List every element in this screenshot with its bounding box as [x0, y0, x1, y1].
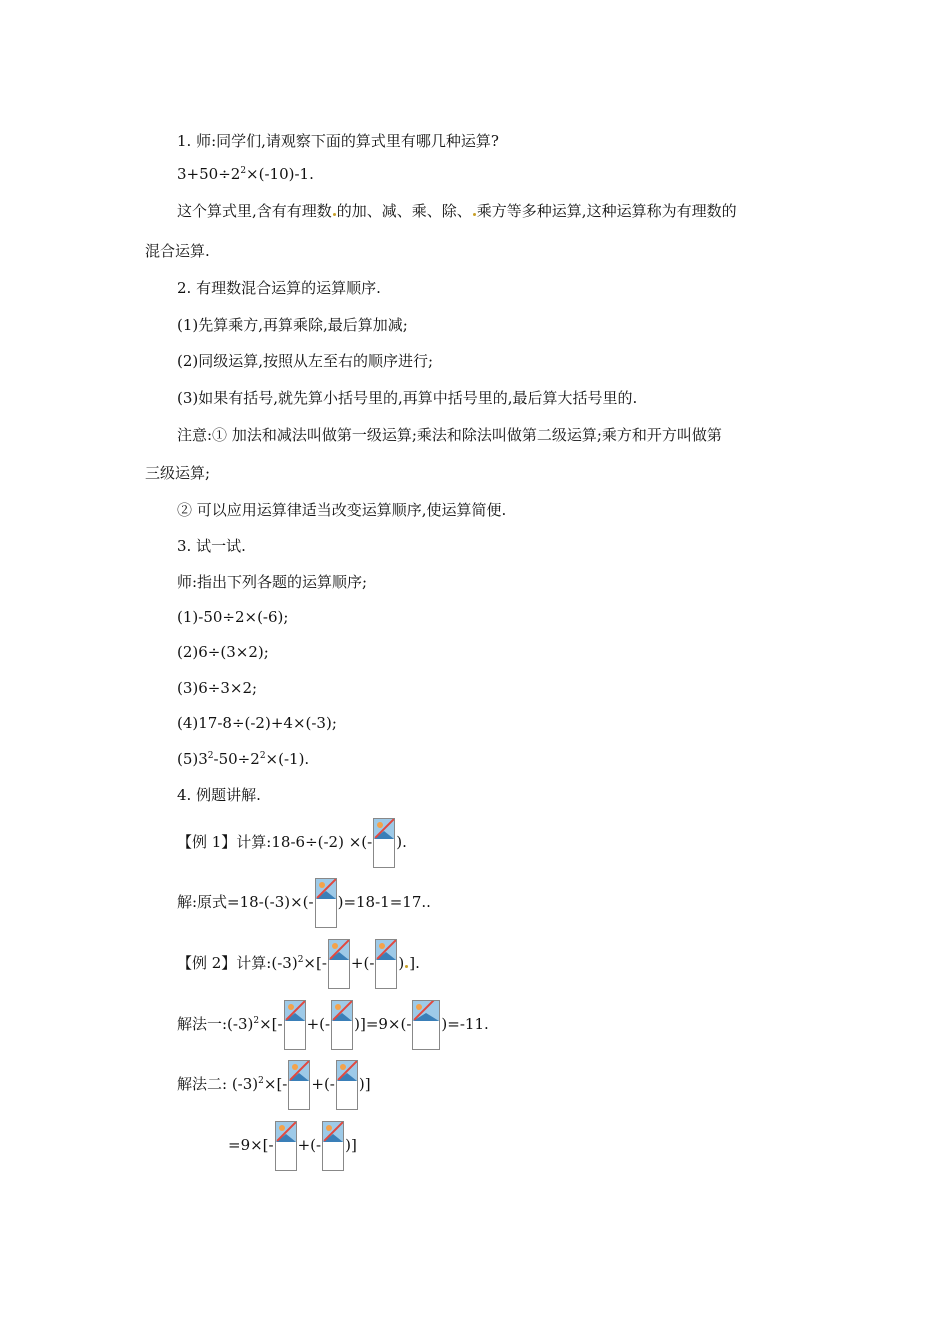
solution-1: 解:原式=18-(-3)×(- )=18-1=17..	[177, 877, 431, 928]
question-2: (2)6÷(3×2);	[177, 643, 269, 661]
anchor-dot	[473, 213, 476, 216]
fraction-image-icon	[322, 1121, 344, 1171]
note-line-2: 三级运算;	[145, 464, 211, 482]
fraction-image-icon	[331, 1000, 353, 1050]
fraction-image-icon	[328, 939, 350, 989]
paragraph-mixed-ops-end: 混合运算.	[145, 242, 210, 260]
fraction-image-icon	[412, 1000, 440, 1050]
example-expression: $3+50\div 2^2\times(-10)-1$.	[177, 165, 314, 183]
section-3-title: 3. 试一试.	[177, 537, 246, 555]
example-2: 【例 2】计算$:(-3)^2\times[-$ +(- ) ].	[177, 938, 420, 989]
fraction-image-icon	[288, 1060, 310, 1110]
anchor-dot	[405, 965, 408, 968]
fraction-image-icon	[375, 939, 397, 989]
solution-2-method-2-step: =9×[- +(- )]	[228, 1120, 357, 1171]
rule-1: (1)先算乘方,再算乘除,最后算加减;	[177, 316, 408, 334]
question-1: (1)-50÷2×(-6);	[177, 608, 289, 626]
question-3: (3)6÷3×2;	[177, 679, 258, 697]
example-1: 【例 1】计算:18-6÷(-2) ×(- ).	[177, 817, 407, 868]
question-5: $(5)3^2-50\div 2^2\times(-1)$.	[177, 750, 310, 768]
fraction-image-icon	[315, 878, 337, 928]
rule-3: (3)如果有括号,就先算小括号里的,再算中括号里的,最后算大括号里的.	[177, 389, 638, 407]
paragraph-mixed-ops: 这个算式里,含有有理数 的加、减、乘、除、 乘方等多种运算,这种运算称为有理数的	[177, 202, 737, 220]
section-1-title: 1. 师:同学们,请观察下面的算式里有哪几种运算?	[177, 132, 499, 150]
fraction-image-icon	[284, 1000, 306, 1050]
section-4-title: 4. 例题讲解.	[177, 786, 261, 804]
question-4: (4)17-8÷(-2)+4×(-3);	[177, 714, 337, 732]
rule-2: (2)同级运算,按照从左至右的顺序进行;	[177, 352, 434, 370]
section-2-title: 2. 有理数混合运算的运算顺序.	[177, 279, 381, 297]
fraction-image-icon	[373, 818, 395, 868]
anchor-dot	[333, 213, 336, 216]
solution-2-method-2: 解法二: $(-3)^2\times[-$ +(- )]	[177, 1059, 371, 1110]
section-3-intro: 师:指出下列各题的运算顺序;	[177, 573, 368, 591]
fraction-image-icon	[275, 1121, 297, 1171]
note-line-3: ② 可以应用运算律适当改变运算顺序,使运算简便.	[177, 501, 507, 519]
fraction-image-icon	[336, 1060, 358, 1110]
solution-2-method-1: 解法一$:(-3)^2\times[-$ +(- )]=9×(- )=-11.	[177, 999, 489, 1050]
note-line-1: 注意:① 加法和减法叫做第一级运算;乘法和除法叫做第二级运算;乘方和开方叫做第	[177, 426, 722, 444]
